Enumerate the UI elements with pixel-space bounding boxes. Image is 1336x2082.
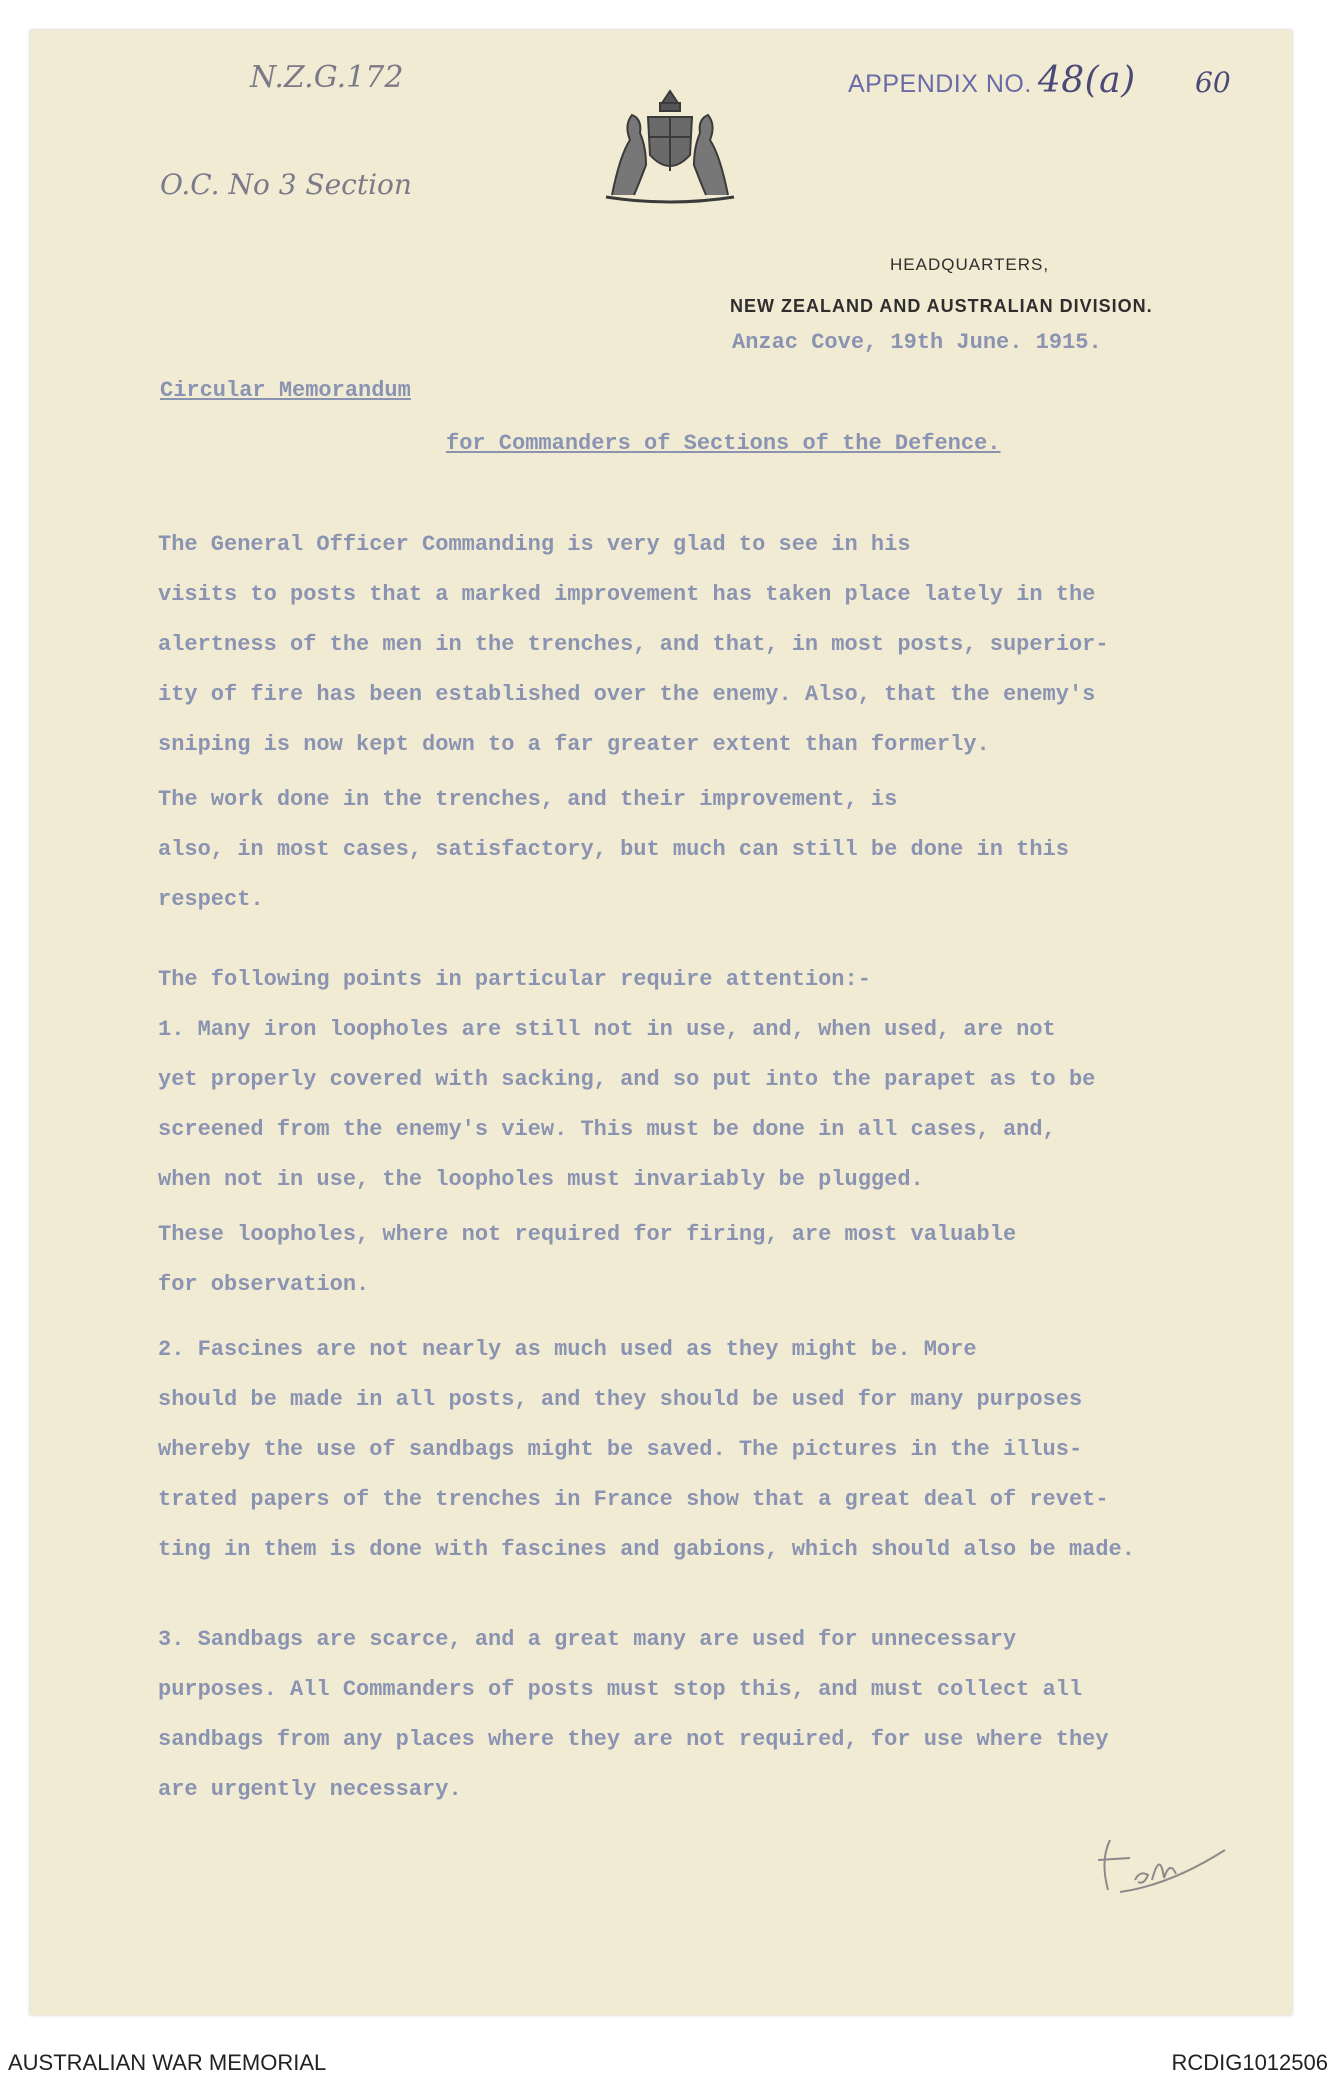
royal-crest-icon [590,85,750,205]
date-line: Anzac Cove, 19th June. 1915. [732,330,1102,355]
appendix-stamp [848,60,1136,101]
memo-title: Circular Memorandum [160,378,411,403]
division-line: NEW ZEALAND AND AUSTRALIAN DIVISION. [730,296,1153,316]
memo-paragraph: The following points in particular require attention:- 1. Many iron loopholes are still not in use, and, when used, are not yet properly covered with sacking, and so put into the parapet as to be screened from the enemy's view. This must be done in all cases, and, when not in use, the loopholes must invariably be plugged. [158,967,1096,1192]
memo-paragraph: 3. Sandbags are scarce, and a great many are used for unnecessary purposes. All Commanders of posts must stop this, and must collect all sandbags from any places where they are not required, for use where they are urgently necessary. [158,1627,1109,1802]
handwritten-reference: N.Z.G.172 [250,60,404,95]
memo-subtitle: for Commanders of Sections of the Defence. [446,431,1001,456]
memo-paragraph: 2. Fascines are not nearly as much used as they might be. More should be made in all posts, and they should be used for many purposes whereby the use of sandbags might be saved. The pictures in the illus- trated papers of the trenches in France show that a great deal of revet- ting in them is done with fascines and gabions, which should also be made. [158,1337,1135,1562]
memo-paragraph: The General Officer Commanding is very glad to see in his visits to posts that a marked improvement has taken place lately in the alertness of the men in the trenches, and that, in most posts, superior- ity of fire has been established over the enemy. Also, that the enemy's sniping is now kept down to a far greater extent than formerly. [158,532,1109,757]
footer-record-id: RCDIG1012506 [1171,2050,1328,2075]
handwritten-section-note: O.C. No 3 Section [160,168,412,201]
appendix-stamp-number: 48(a) [1037,60,1136,101]
appendix-stamp-label: APPENDIX NO. [848,70,1032,98]
handwritten-signature [1090,1830,1230,1900]
memo-paragraph: These loopholes, where not required for firing, are most valuable for observation. [158,1222,1017,1297]
page-number: 60 [1195,66,1231,99]
footer-archive-name: AUSTRALIAN WAR MEMORIAL [8,2050,327,2075]
headquarters-line: HEADQUARTERS, [890,255,1050,274]
memo-paragraph: The work done in the trenches, and their improvement, is also, in most cases, satisfactory, but much can still be done in this respect. [158,787,1069,912]
